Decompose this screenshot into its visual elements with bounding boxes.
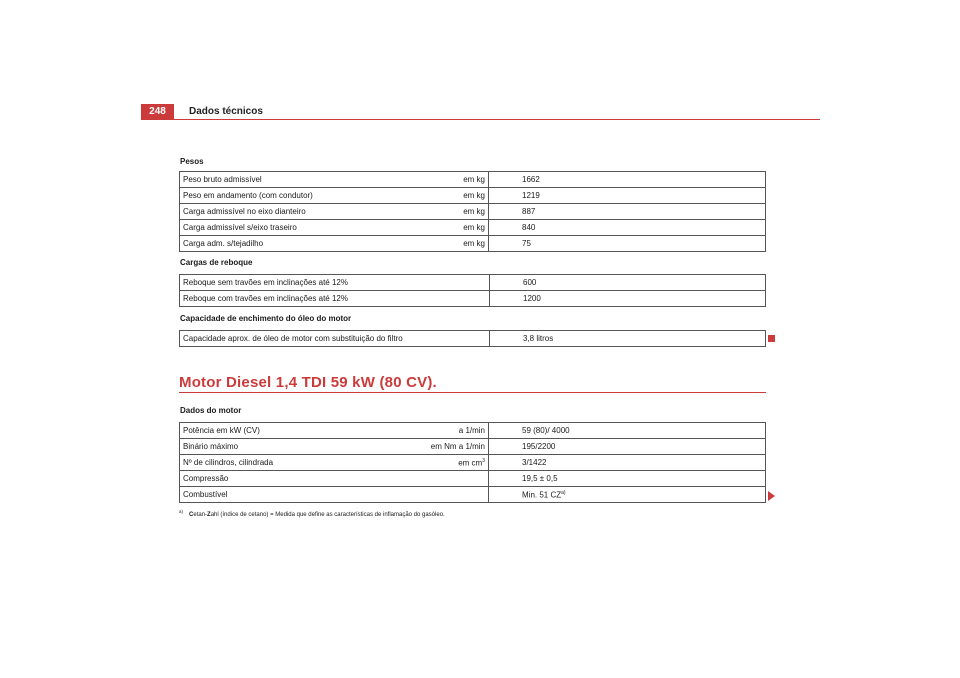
row-label: Carga admissível s/eixo traseiro [180,220,407,236]
row-label: Peso bruto admissível [180,172,407,188]
table-row [180,220,766,236]
row-unit: em kg [406,220,489,236]
section-title-pesos: Pesos [180,157,204,166]
footnote-c-rest: etan- [193,512,208,518]
triangle-right-icon [768,491,775,501]
row-unit: em Nm a 1/min [406,439,489,455]
table-row [180,455,766,471]
footnote-c-letter: C [189,512,194,518]
footnote-z-letter: Z [207,512,211,518]
table-motor [179,422,766,503]
table-row [180,275,766,291]
table-row [180,291,766,307]
row-unit: em kg [406,188,489,204]
table-row [180,471,766,487]
row-label: Combustível [180,487,407,503]
row-value: 195/2200 [519,439,766,455]
row-label: Compressão [180,471,407,487]
row-value: 3/1422 [519,455,766,471]
row-value: 3,8 litros [520,331,766,347]
table-row [180,236,766,252]
row-label: Binário máximo [180,439,407,455]
row-value: 1662 [519,172,766,188]
header-rule [141,119,820,120]
square-end-icon [768,335,775,342]
row-value: 1200 [520,291,766,307]
row-value: 19,5 ± 0,5 [519,471,766,487]
row-unit: em kg [406,204,489,220]
table-row [180,439,766,455]
table-row [180,172,766,188]
row-value: 75 [519,236,766,252]
section-title-reboque: Cargas de reboque [180,258,253,267]
row-unit [406,455,489,471]
table-row [180,487,766,503]
table-pesos [179,171,766,252]
section-title-dados-motor: Dados do motor [180,406,242,415]
row-label: Potência em kW (CV) [180,423,407,439]
row-label: Nº de cilindros, cilindrada [180,455,407,471]
row-unit: a 1/min [406,423,489,439]
table-row [180,423,766,439]
footnote-mark: a) [179,509,184,514]
section-heading-motor: Motor Diesel 1,4 TDI 59 kW (80 CV). [179,374,437,391]
row-value: 59 (80)/ 4000 [519,423,766,439]
row-unit: em kg [406,236,489,252]
section-title-oleo: Capacidade de enchimento do óleo do motor [180,314,352,323]
unit-superscript: 3 [482,457,485,464]
page-number: 248 [141,104,174,120]
footnote-text: ahl (índice de cetano) = Medida que define as características de inflamação do gasóleo. [210,512,445,518]
row-unit [406,487,489,503]
row-value: 1219 [519,188,766,204]
row-label: Peso em andamento (com condutor) [180,188,407,204]
unit-text: em cm [458,458,483,468]
table-row [180,188,766,204]
row-label: Carga adm. s/tejadilho [180,236,407,252]
table-row [180,331,766,347]
heading-rule [179,392,766,393]
row-unit: em kg [406,172,489,188]
row-value: 840 [519,220,766,236]
row-unit [406,471,489,487]
footnote [179,509,445,518]
row-value: 887 [519,204,766,220]
row-label: Carga admissível no eixo dianteiro [180,204,407,220]
footnote-reference[interactable]: a) [561,489,566,496]
row-value [519,487,766,503]
row-label: Reboque sem travões em inclinações até 12% [180,275,490,291]
table-row [180,204,766,220]
page-header-title: Dados técnicos [189,106,263,117]
row-value: 600 [520,275,766,291]
value-text: Min. 51 CZ [522,490,562,500]
row-label: Reboque com travões em inclinações até 12% [180,291,490,307]
row-label: Capacidade aprox. de óleo de motor com substituição do filtro [180,331,490,347]
table-oleo [179,330,766,347]
table-reboque [179,274,766,307]
